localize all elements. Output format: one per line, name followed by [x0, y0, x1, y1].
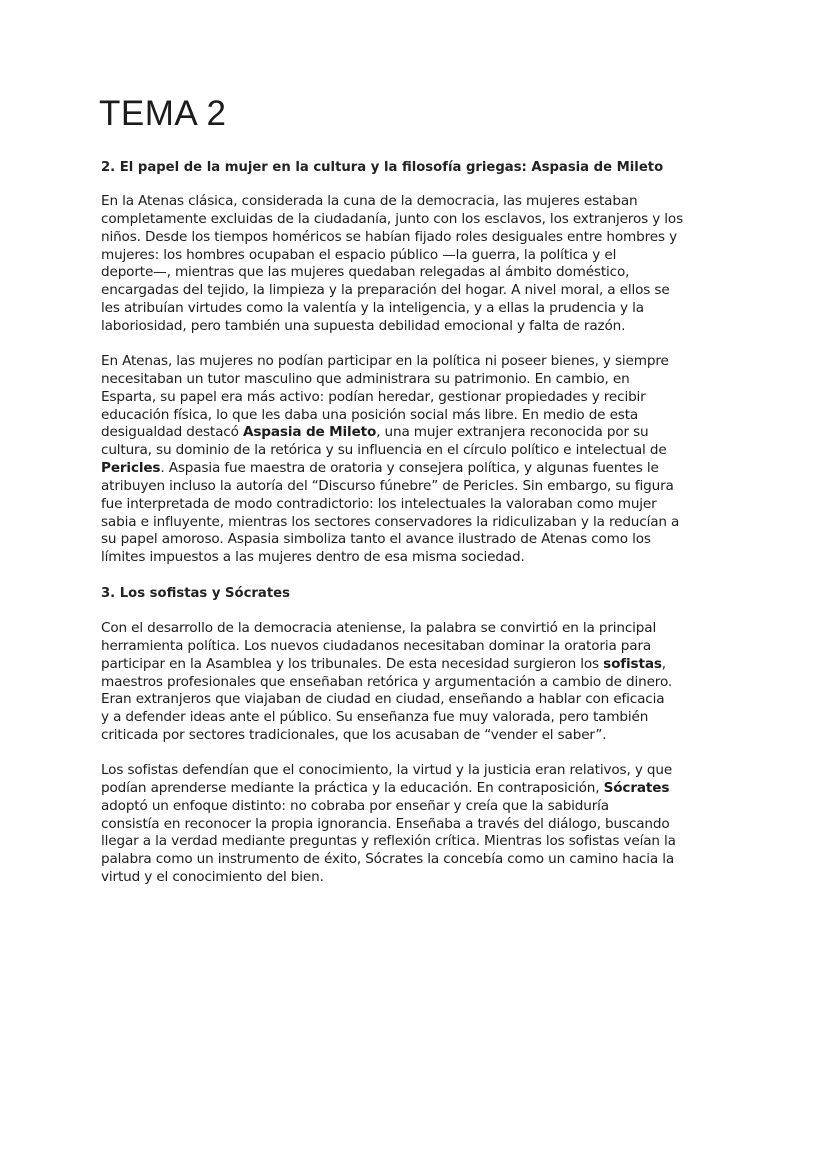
paragraph [101, 620, 672, 745]
text-line: les atribuían virtudes como la valentía y la inteligencia, y a ellas la prudencia y la [101, 300, 644, 317]
text-line: educación física, lo que les daba una posición social más libre. En medio de esta [101, 406, 639, 423]
text-segment: participar en la Asamblea y los tribunales. De esta necesidad surgieron los [101, 655, 604, 672]
text-line: necesitaban un tutor masculino que administrara su patrimonio. En cambio, en [101, 370, 630, 387]
text-line: mujeres: los hombres ocupaban el espacio público —la guerra, la política y el [101, 246, 617, 263]
text-line [101, 780, 676, 798]
text-segment: desigualdad destacó [101, 424, 243, 441]
text-line: Los sofistas defendían que el conocimiento, la virtud y la justicia eran relativos, y que [101, 762, 673, 778]
text-line: herramienta política. Los nuevos ciudadanos necesitaban dominar la oratoria para [101, 637, 652, 654]
text-line: adoptó un enfoque distinto: no cobraba por enseñar y creía que la sabiduría [101, 797, 609, 814]
text-line: palabra como un instrumento de éxito, Sócrates la concebía como un camino hacia la [101, 851, 675, 868]
text-line: atribuyen incluso la autoría del “Discurso fúnebre” de Pericles. Sin embargo, su figura [101, 477, 674, 494]
text-line [101, 656, 672, 674]
bold-term: Aspasia de Mileto [242, 424, 377, 441]
text-segment: , una mujer extranjera reconocida por su [376, 424, 649, 441]
text-line: consistía en reconocer la propia ignorancia. Enseñaba a través del diálogo, buscando [101, 815, 670, 832]
text-line: Eran extranjeros que viajaban de ciudad en ciudad, enseñando a hablar con eficacia [101, 691, 665, 708]
text-line: llegar a la verdad mediante preguntas y reflexión crítica. Mientras los sofistas veían la [101, 833, 676, 850]
text-line: Esparta, su papel era más activo: podían heredar, gestionar propiedades y recibir [101, 388, 646, 405]
text-line: En la Atenas clásica, considerada la cuna de la democracia, las mujeres estaban [101, 193, 638, 209]
text-line: laboriosidad, pero también una supuesta debilidad emocional y falta de razón. [101, 317, 626, 334]
text-line: cultura, su dominio de la retórica y su influencia en el círculo político e intelectual de [101, 442, 667, 459]
bold-term: Sócrates [603, 779, 670, 796]
paragraph [101, 762, 676, 887]
section-heading: 2. El papel de la mujer en la cultura y la filosofía griegas: Aspasia de Mileto [101, 160, 664, 175]
text-line [101, 424, 679, 442]
section-heading: 3. Los sofistas y Sócrates [101, 586, 290, 601]
text-line: deporte—, mientras que las mujeres quedaban relegadas al ámbito doméstico, [101, 264, 630, 281]
paragraph [101, 193, 683, 336]
text-segment: podían aprenderse mediante la práctica y la educación. En contraposición, [101, 779, 604, 796]
bold-term: Pericles [101, 460, 161, 477]
text-line [101, 460, 679, 478]
text-line: Con el desarrollo de la democracia ateniense, la palabra se convirtió en la principal [101, 620, 657, 636]
text-line: sabia e influyente, mientras los sectores conservadores la ridiculizaban y la reducían a [101, 513, 680, 530]
text-line: criticada por sectores tradicionales, que los acusaban de “vender el saber”. [101, 727, 607, 744]
text-segment: . Aspasia fue maestra de oratoria y consejera política, y algunas fuentes le [160, 460, 659, 477]
text-line: fue interpretada de modo contradictorio: los intelectuales la valoraban como mujer [101, 495, 657, 512]
text-line: su papel amoroso. Aspasia simboliza tanto el avance ilustrado de Atenas como los [101, 531, 651, 548]
text-line: completamente excluidas de la ciudadanía, junto con los esclavos, los extranjeros y los [101, 210, 684, 227]
text-line: virtud y el conocimiento del bien. [101, 869, 324, 886]
text-line: límites impuestos a las mujeres dentro de esa misma sociedad. [101, 549, 525, 566]
text-line: y a defender ideas ante el público. Su enseñanza fue muy valorada, pero también [101, 709, 649, 726]
text-line: maestros profesionales que enseñaban retórica y argumentación a cambio de dinero. [101, 673, 673, 690]
paragraph [101, 353, 679, 567]
text-segment: , [661, 655, 666, 672]
text-line: encargadas del tejido, la limpieza y la preparación del hogar. A nivel moral, a ellos se [101, 282, 670, 299]
document-title: TEMA 2 [99, 94, 227, 133]
bold-term: sofistas [603, 655, 662, 672]
text-line: niños. Desde los tiempos homéricos se habían fijado roles desiguales entre hombres y [101, 228, 677, 245]
text-line: En Atenas, las mujeres no podían participar en la política ni poseer bienes, y siempre [101, 353, 669, 369]
